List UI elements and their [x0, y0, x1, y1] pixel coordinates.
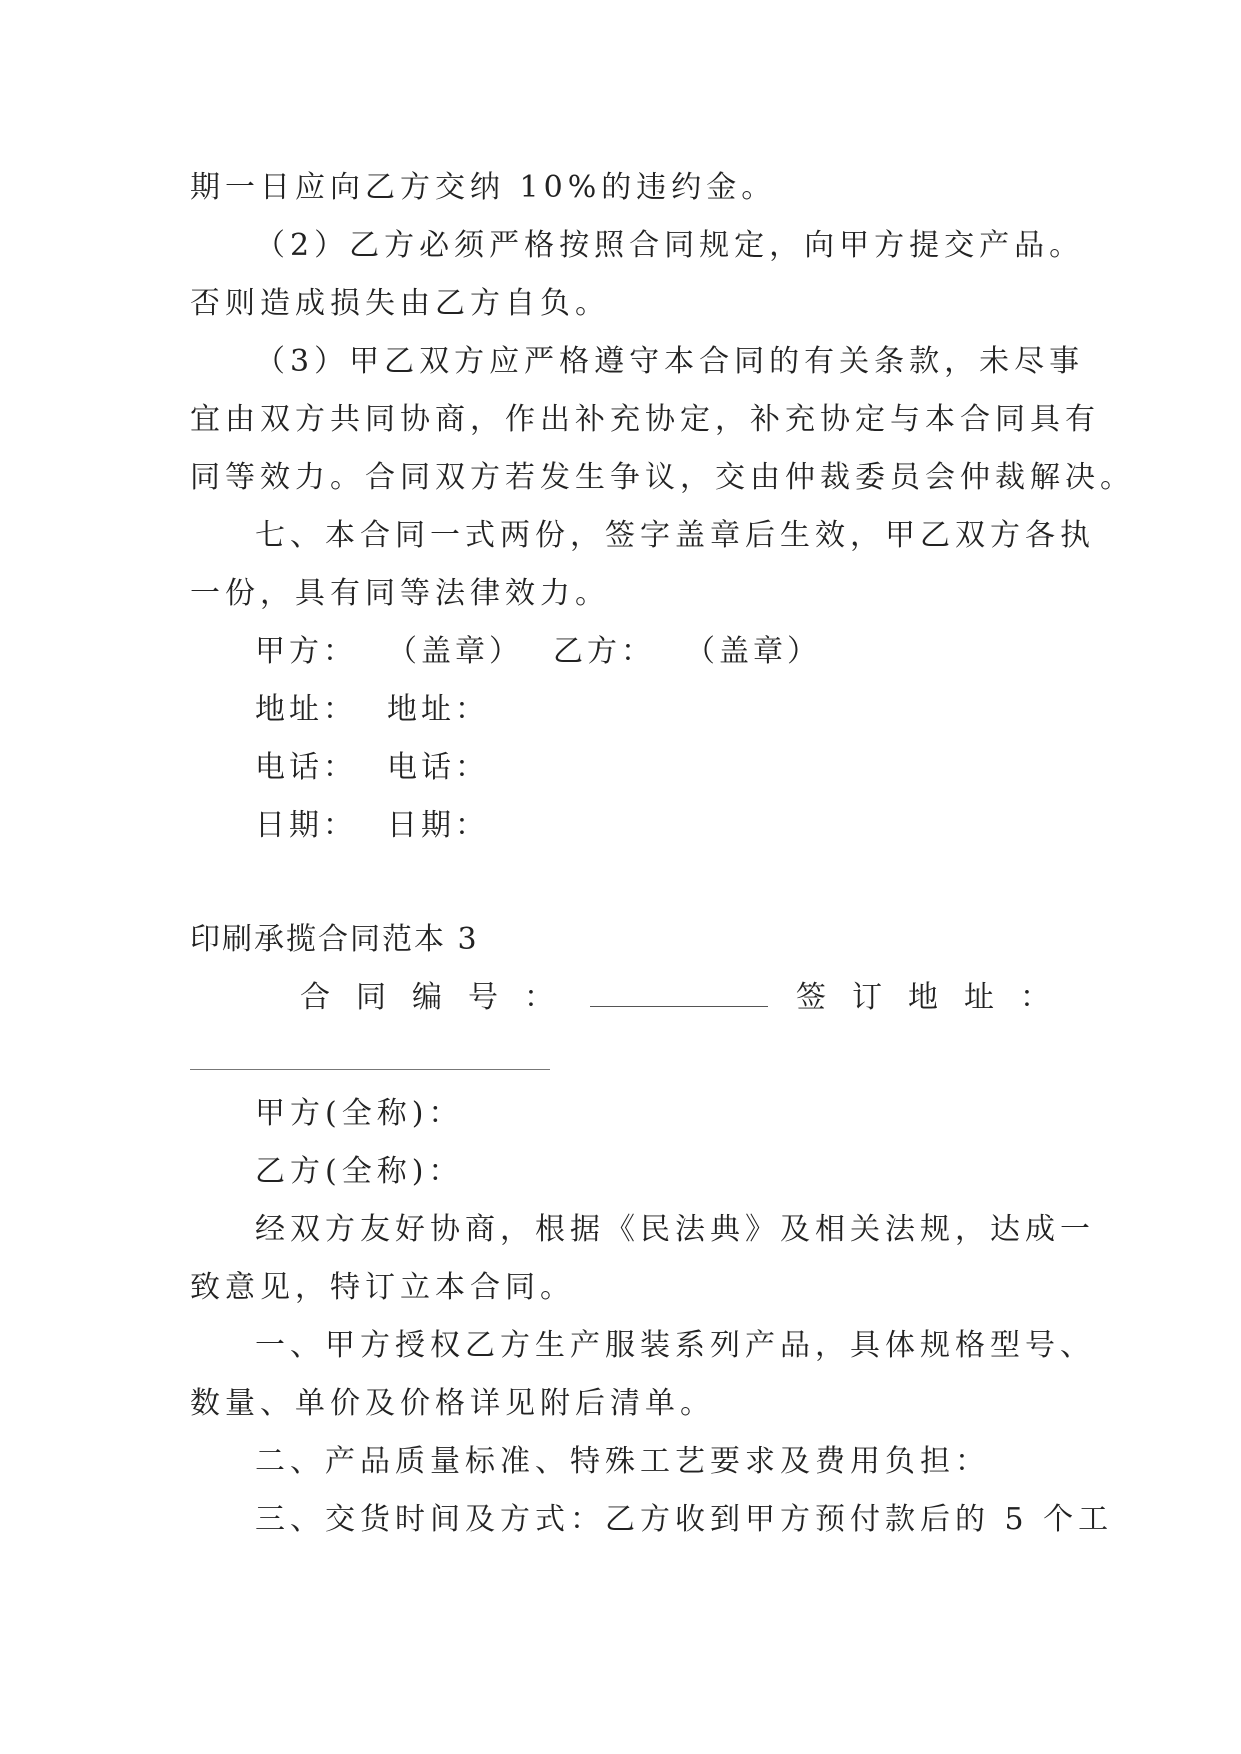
text-line: （2）乙方必须严格按照合同规定，向甲方提交产品。 [255, 228, 1085, 263]
seal-label: （盖章） [685, 634, 821, 669]
date-label: 日期： [387, 808, 489, 843]
text-line: 乙方(全称)： [255, 1154, 464, 1189]
text-line: 一份，具有同等法律效力。 [190, 576, 610, 611]
text-line: 同等效力。合同双方若发生争议，交由仲裁委员会仲裁解决。 [190, 460, 1135, 495]
party-a-label: 甲方： [255, 634, 357, 669]
text-line: 致意见，特订立本合同。 [190, 1270, 575, 1305]
signature-line [255, 748, 1135, 788]
address-label: 地址： [255, 692, 357, 727]
section-title: 印刷承揽合同范本 3 [190, 922, 479, 957]
party-b-label: 乙方： [553, 634, 655, 669]
text-line: 经双方友好协商，根据《民法典》及相关法规，达成一 [255, 1212, 1095, 1247]
phone-label: 电话： [255, 750, 357, 785]
contract-number-label: 合同编号： [300, 980, 580, 1015]
text-line: 三、交货时间及方式：乙方收到甲方预付款后的 5 个工 [255, 1502, 1114, 1537]
sign-place-label: 签订地址： [796, 980, 1076, 1015]
phone-label: 电话： [387, 750, 489, 785]
signature-line [255, 690, 1135, 730]
text-line: 甲方(全称)： [255, 1096, 464, 1131]
address-label: 地址： [387, 692, 489, 727]
seal-label: （盖章） [387, 634, 523, 669]
signature-line [255, 806, 1135, 846]
text-line: 七、本合同一式两份，签字盖章后生效，甲乙双方各执 [255, 518, 1095, 553]
text-line: 一、甲方授权乙方生产服装系列产品，具体规格型号、 [255, 1328, 1095, 1363]
sign-place-blank [190, 1069, 550, 1070]
contract-number-line [300, 978, 1076, 1018]
signature-line [255, 632, 1135, 672]
text-line: 宜由双方共同协商，作出补充协定，补充协定与本合同具有 [190, 402, 1100, 437]
text-line: 数量、单价及价格详见附后清单。 [190, 1386, 715, 1421]
text-line: （3）甲乙双方应严格遵守本合同的有关条款，未尽事 [255, 344, 1085, 379]
text-line: 否则造成损失由乙方自负。 [190, 286, 610, 321]
contract-number-blank [590, 984, 768, 1007]
text-line: 二、产品质量标准、特殊工艺要求及费用负担： [255, 1444, 990, 1479]
text-line: 期一日应向乙方交纳 10%的违约金。 [190, 170, 777, 205]
date-label: 日期： [255, 808, 357, 843]
